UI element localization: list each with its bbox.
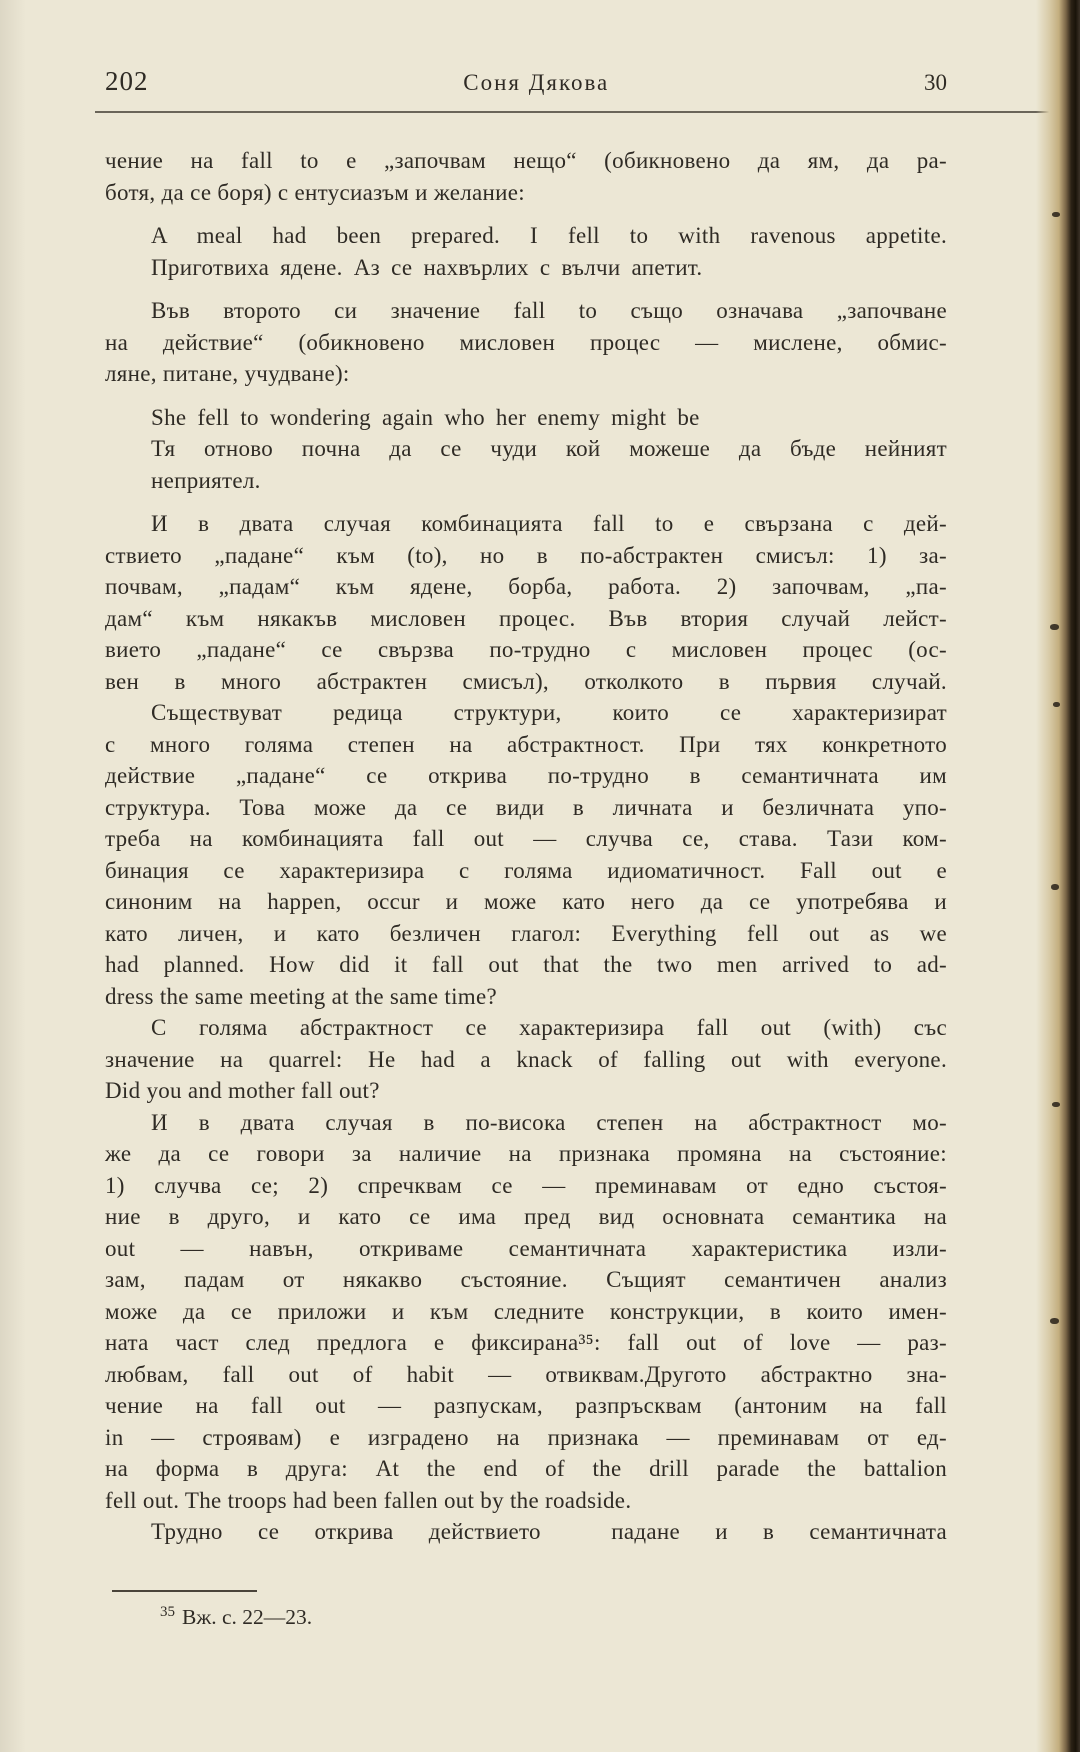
scan-speck bbox=[1052, 212, 1060, 217]
paragraph bbox=[105, 508, 947, 697]
text-line: had planned. How did it fall out that the two men arrived to ad- bbox=[105, 952, 947, 977]
text-line: вието „падане“ се свързва по-трудно с мисловен процес (ос- bbox=[105, 637, 947, 662]
text-line: Did you and mother fall out? bbox=[105, 1078, 380, 1103]
text-line: неприятел. bbox=[151, 467, 261, 493]
text-line: любвам, fall out of habit — отвиквам.Другото абстрактно зна- bbox=[105, 1361, 947, 1387]
text-line: значение на quarrel: He had a knack of falling out with everyone. bbox=[105, 1046, 947, 1072]
running-title: Соня Дякова bbox=[463, 70, 610, 95]
text-line: She fell to wondering again who her enemy might be bbox=[151, 404, 700, 430]
text-line: С голяма абстрактност се характеризира fall out (with) със bbox=[151, 1015, 947, 1040]
paragraph bbox=[105, 1012, 947, 1107]
paragraph bbox=[105, 295, 947, 390]
text-line: вен в много абстрактен смисъл), отколкото в първия случай. bbox=[105, 668, 947, 694]
text-line: зам, падам от някакво състояние. Същият семантичен анализ bbox=[105, 1267, 947, 1292]
text-line: треба на комбинацията fall out — случва се, става. Тази ком- bbox=[105, 826, 947, 851]
text-line: на форма в друга: At the end of the drill parade the battalion bbox=[105, 1456, 947, 1481]
body-text bbox=[105, 145, 947, 1548]
text-line: in — строявам) е изградено на признака — преминавам от ед- bbox=[105, 1424, 947, 1450]
page-edge-shadow bbox=[1036, 0, 1080, 1752]
text-line: действие „падане“ се открива по-трудно в семантичната им bbox=[105, 763, 947, 788]
example-block bbox=[151, 220, 947, 283]
text-line: ната част след предлога е фиксирана³⁵: fall out of love — раз- bbox=[105, 1330, 947, 1355]
text-line: Трудно се открива действието падане и в семантичната bbox=[151, 1519, 947, 1544]
text-line: ботя, да се боря) с ентусиазъм и желание: bbox=[105, 179, 525, 205]
left-edge-shade bbox=[0, 0, 26, 1752]
text-line: out — навън, откриваме семантичната характеристика изли- bbox=[105, 1235, 947, 1261]
text-line: Тя отново почна да се чуди кой можеше да бъде нейният bbox=[151, 436, 947, 461]
text-line: И в двата случая комбинацията fall to е свързана с дей- bbox=[151, 511, 947, 536]
text-line: ние в друго, и като се има пред вид основната семантика на bbox=[105, 1204, 947, 1229]
text-line: бинация се характеризира с голяма идиоматичност. Fall out е bbox=[105, 857, 947, 883]
text-line: чение на fall out — разпускам, разпръсквам (антоним на fall bbox=[105, 1393, 947, 1418]
text-line: с много голяма степен на абстрактност. При тях конкретното bbox=[105, 731, 947, 757]
example-block bbox=[151, 402, 947, 497]
text-line: дам“ към някакъв мисловен процес. Във втория случай лейст- bbox=[105, 605, 947, 631]
footnote-marker: 35 bbox=[160, 1603, 175, 1620]
page-number-right: 30 bbox=[924, 70, 947, 95]
text-line: чение на fall to е „започвам нещо“ (обикновено да ям, да ра- bbox=[105, 148, 947, 173]
text-line: И в двата случая в по-висока степен на абстрактност мо- bbox=[151, 1109, 947, 1135]
footnote bbox=[160, 1604, 1080, 1630]
text-line: ляне, питане, учудване): bbox=[105, 361, 350, 386]
text-line: Във второто си значение fall to също означава „започване bbox=[151, 298, 947, 323]
text-line: на действие“ (обикновено мисловен процес — мислене, обмис- bbox=[105, 329, 947, 355]
footnote-rule bbox=[112, 1590, 257, 1592]
paragraph bbox=[105, 697, 947, 1012]
text-line: Съществуват редица структури, които се характеризират bbox=[151, 700, 947, 725]
paragraph bbox=[105, 1516, 947, 1548]
header-rule bbox=[95, 111, 1050, 113]
text-line: синоним на happen, occur и може като него да се употребява и bbox=[105, 889, 947, 914]
scan-speck bbox=[1050, 624, 1059, 630]
scan-speck bbox=[1050, 1318, 1059, 1324]
scan-speck bbox=[1052, 1102, 1060, 1107]
text-line: A meal had been prepared. I fell to with ravenous appetite. bbox=[151, 223, 947, 248]
text-line: почвам, „падам“ към ядене, борба, работа. 2) започвам, „па- bbox=[105, 574, 947, 599]
footnote-text: Вж. с. 22—23. bbox=[182, 1604, 313, 1629]
text-line: fell out. The troops had been fallen out by the roadside. bbox=[105, 1487, 632, 1513]
text-line: структура. Това може да се види в личната и безличната упо- bbox=[105, 794, 947, 820]
text-line: Приготвиха ядене. Аз се нахвърлих с вълчи апетит. bbox=[151, 254, 703, 280]
text-line: 1) случва се; 2) спречквам се — преминавам от едно състоя- bbox=[105, 1172, 947, 1198]
paragraph bbox=[105, 1107, 947, 1517]
text-line: же да се говори за наличие на признака промяна на състояние: bbox=[105, 1141, 947, 1166]
scan-speck bbox=[1053, 702, 1060, 707]
text-line: може да се приложи и към следните конструкции, в които имен- bbox=[105, 1298, 947, 1324]
text-line: ствието „падане“ към (to), но в по-абстрактен смисъл: 1) за- bbox=[105, 542, 947, 568]
text-line: dress the same meeting at the same time? bbox=[105, 983, 498, 1009]
scan-speck bbox=[1051, 884, 1059, 890]
text-line: като личен, и като безличен глагол: Everything fell out as we bbox=[105, 920, 947, 946]
page-header bbox=[0, 0, 1080, 97]
paragraph bbox=[105, 145, 947, 208]
page-number-left: 202 bbox=[105, 66, 149, 96]
